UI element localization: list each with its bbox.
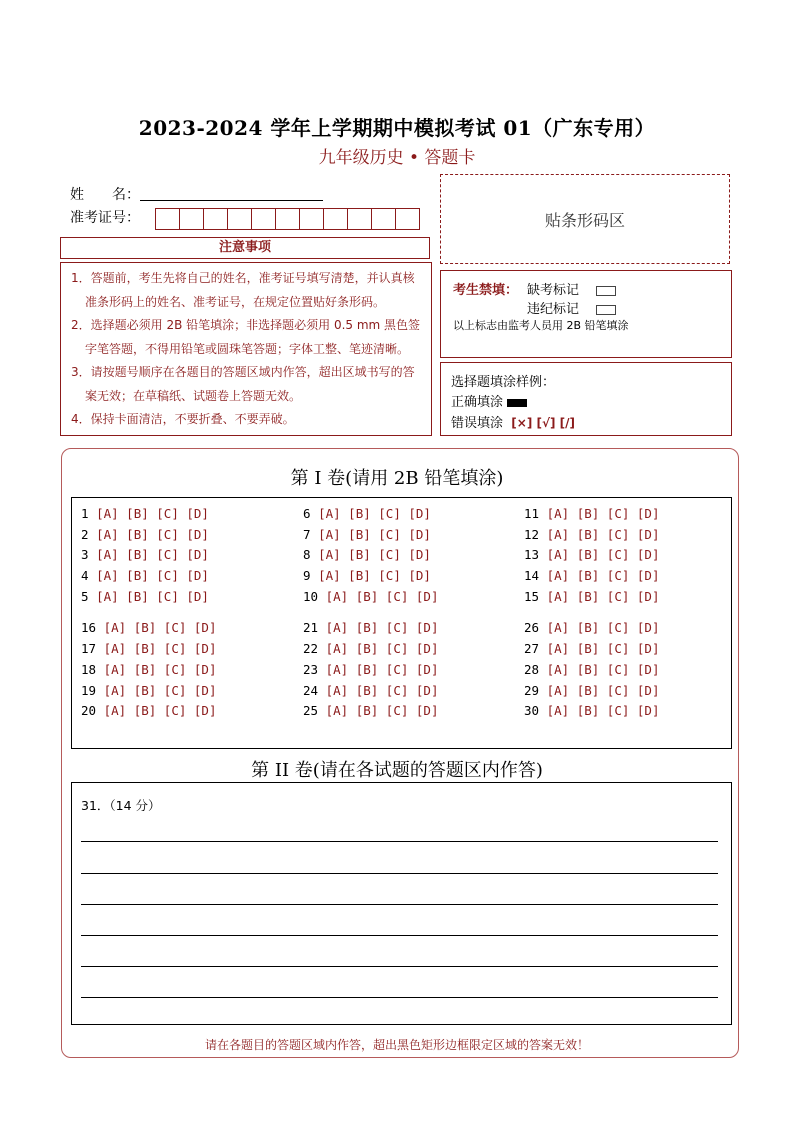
answer-options[interactable]: [A] [B] [C] [D] (546, 547, 660, 562)
answer-options[interactable]: [A] [B] [C] [D] (96, 568, 209, 583)
part2-title: 第 II 卷(请在各试题的答题区内作答) (251, 760, 543, 781)
question-row[interactable] (81, 589, 209, 604)
question-number: 22 (303, 641, 319, 656)
question-number: 26 (524, 620, 540, 635)
question-number: 3 (81, 547, 89, 562)
id-digit-box[interactable] (227, 208, 252, 230)
absent-mark-box[interactable] (596, 286, 616, 296)
question-row[interactable] (303, 506, 431, 521)
question-number: 24 (303, 683, 319, 698)
question-row[interactable] (303, 547, 431, 562)
absent-label: 缺考标记 (527, 283, 580, 298)
discipline-box (440, 270, 732, 358)
discipline-note: 以上标志由监考人员用 2B 铅笔填涂 (453, 319, 629, 332)
question-row[interactable] (303, 527, 431, 542)
answer-options[interactable]: [A] [B] [C] [D] (96, 547, 209, 562)
question-number: 30 (524, 703, 540, 718)
answer-options[interactable]: [A] [B] [C] [D] (546, 506, 660, 521)
question-number: 27 (524, 641, 540, 656)
question-31-label: 31．（14 分） (81, 798, 161, 813)
question-number: 7 (303, 527, 311, 542)
correct-fill-label: 正确填涂 (451, 395, 504, 410)
question-row[interactable] (303, 641, 438, 656)
question-row[interactable] (81, 506, 209, 521)
answer-options[interactable]: [A] [B] [C] [D] (546, 662, 660, 677)
answer-options[interactable]: [A] [B] [C] [D] (103, 703, 217, 718)
question-number: 16 (81, 620, 97, 635)
footer-note: 请在各题目的答题区域内作答，超出黑色矩形边框限定区域的答案无效！ (204, 1038, 589, 1052)
question-number: 1 (81, 506, 89, 521)
answer-line[interactable] (81, 935, 718, 936)
part1-title: 第 I 卷(请用 2B 铅笔填涂) (290, 468, 504, 489)
question-row[interactable] (524, 703, 659, 718)
answer-options[interactable]: [A] [B] [C] [D] (103, 641, 217, 656)
question-row[interactable] (524, 589, 659, 604)
id-digit-box[interactable] (203, 208, 228, 230)
question-row[interactable] (303, 683, 438, 698)
answer-options[interactable]: [A] [B] [C] [D] (325, 589, 439, 604)
fill-sample-box (440, 362, 732, 436)
question-number: 14 (524, 568, 540, 583)
question-number: 29 (524, 683, 540, 698)
question-row[interactable] (303, 703, 438, 718)
question-number: 2 (81, 527, 89, 542)
id-digit-box[interactable] (347, 208, 372, 230)
answer-line[interactable] (81, 841, 718, 842)
barcode-label: 贴条形码区 (544, 210, 625, 230)
question-row[interactable] (524, 568, 659, 583)
question-number: 9 (303, 568, 311, 583)
question-row[interactable] (81, 547, 209, 562)
id-label: 准考证号： (70, 210, 140, 226)
question-row[interactable] (303, 568, 431, 583)
answer-options[interactable]: [A] [B] [C] [D] (546, 641, 660, 656)
question-number: 11 (524, 506, 540, 521)
question-row[interactable] (81, 527, 209, 542)
notice-item: 2．选择题必须用 2B 铅笔填涂；非选择题必须用 0.5 mm 黑色签字笔答题，不得用铅笔或圆珠笔答题；字体工整、笔迹清晰。 (71, 318, 421, 356)
question-number: 25 (303, 703, 319, 718)
answer-options[interactable]: [A] [B] [C] [D] (325, 662, 439, 677)
question-number: 20 (81, 703, 97, 718)
id-digit-box[interactable] (251, 208, 276, 230)
answer-options[interactable]: [A] [B] [C] [D] (103, 683, 217, 698)
question-number: 28 (524, 662, 540, 677)
answer-line[interactable] (81, 966, 718, 967)
answer-options[interactable]: [A] [B] [C] [D] (318, 506, 431, 521)
question-row[interactable] (524, 641, 659, 656)
notice-item: 4．保持卡面清洁，不要折叠、不要弄破。 (71, 412, 295, 426)
question-row[interactable] (81, 662, 216, 677)
answer-options[interactable]: [A] [B] [C] [D] (96, 589, 209, 604)
notice-item: 3．请按题号顺序在各题目的答题区域内作答，超出区域书写的答案无效；在草稿纸、试题卷上答题无效。 (71, 365, 415, 403)
name-label: 姓 名： (70, 187, 140, 203)
barcode-area (440, 174, 730, 264)
question-row[interactable] (303, 620, 438, 635)
question-row[interactable] (81, 703, 216, 718)
answer-options[interactable]: [A] [B] [C] [D] (546, 703, 660, 718)
question-number: 8 (303, 547, 311, 562)
question-row[interactable] (524, 662, 659, 677)
id-digit-box[interactable] (275, 208, 300, 230)
answer-options[interactable]: [A] [B] [C] [D] (325, 703, 439, 718)
question-number: 5 (81, 589, 89, 604)
answer-options[interactable]: [A] [B] [C] [D] (325, 683, 439, 698)
question-row[interactable] (524, 506, 659, 521)
answer-options[interactable]: [A] [B] [C] [D] (318, 527, 431, 542)
question-number: 13 (524, 547, 540, 562)
page-subtitle: 九年级历史 • 答题卡 (318, 148, 476, 168)
answer-line[interactable] (81, 904, 718, 905)
answer-options[interactable]: [A] [B] [C] [D] (546, 589, 660, 604)
violation-mark-box[interactable] (596, 305, 616, 315)
question-number: 17 (81, 641, 97, 656)
id-digit-box[interactable] (395, 208, 420, 230)
question-row[interactable] (524, 620, 659, 635)
question-number: 6 (303, 506, 311, 521)
page-title: 2023-2024 学年上学期期中模拟考试 01（广东专用） (138, 116, 656, 140)
fill-sample-heading: 选择题填涂样例： (451, 375, 556, 390)
question-row[interactable] (524, 547, 659, 562)
answer-options[interactable]: [A] [B] [C] [D] (96, 506, 209, 521)
id-digit-box[interactable] (155, 208, 180, 230)
question-row[interactable] (524, 683, 659, 698)
id-digit-box[interactable] (299, 208, 324, 230)
question-row[interactable] (524, 527, 659, 542)
answer-options[interactable]: [A] [B] [C] [D] (318, 568, 431, 583)
question-number: 15 (524, 589, 540, 604)
wrong-fill-marks: [×] [√] [/] (511, 416, 575, 430)
name-field[interactable] (140, 200, 323, 201)
answer-options[interactable]: [A] [B] [C] [D] (546, 620, 660, 635)
answer-options[interactable]: [A] [B] [C] [D] (103, 662, 217, 677)
answer-line[interactable] (81, 997, 718, 998)
question-number: 19 (81, 683, 97, 698)
question-row[interactable] (81, 620, 216, 635)
answer-options[interactable]: [A] [B] [C] [D] (325, 620, 439, 635)
id-digit-box[interactable] (371, 208, 396, 230)
question-number: 21 (303, 620, 319, 635)
answer-options[interactable]: [A] [B] [C] [D] (325, 641, 439, 656)
id-digit-box[interactable] (179, 208, 204, 230)
id-number-boxes[interactable] (155, 208, 419, 230)
notice-body (60, 262, 432, 436)
question-number: 4 (81, 568, 89, 583)
question-number: 10 (303, 589, 319, 604)
question-row[interactable] (81, 641, 216, 656)
answer-options[interactable]: [A] [B] [C] [D] (103, 620, 217, 635)
question-row[interactable] (81, 568, 209, 583)
answer-options[interactable]: [A] [B] [C] [D] (546, 683, 660, 698)
question-number: 23 (303, 662, 319, 677)
wrong-fill-label: 错误填涂 (451, 416, 504, 431)
question-row[interactable] (303, 662, 438, 677)
notice-item: 1．答题前，考生先将自己的姓名，准考证号填写清楚，并认真核准条形码上的姓名、准考证号，在规定位置贴好条形码。 (71, 271, 415, 309)
notice-heading: 注意事项 (60, 237, 430, 259)
question-row[interactable] (303, 589, 438, 604)
answer-options[interactable]: [A] [B] [C] [D] (546, 527, 660, 542)
discipline-label: 考生禁填： (453, 283, 519, 298)
answer-options[interactable]: [A] [B] [C] [D] (318, 547, 431, 562)
question-number: 12 (524, 527, 540, 542)
question-number: 18 (81, 662, 97, 677)
correct-fill-sample (507, 399, 527, 407)
id-digit-box[interactable] (323, 208, 348, 230)
question-row[interactable] (81, 683, 216, 698)
answer-line[interactable] (81, 873, 718, 874)
violation-label: 违纪标记 (527, 302, 580, 317)
answer-options[interactable]: [A] [B] [C] [D] (96, 527, 209, 542)
answer-options[interactable]: [A] [B] [C] [D] (546, 568, 660, 583)
